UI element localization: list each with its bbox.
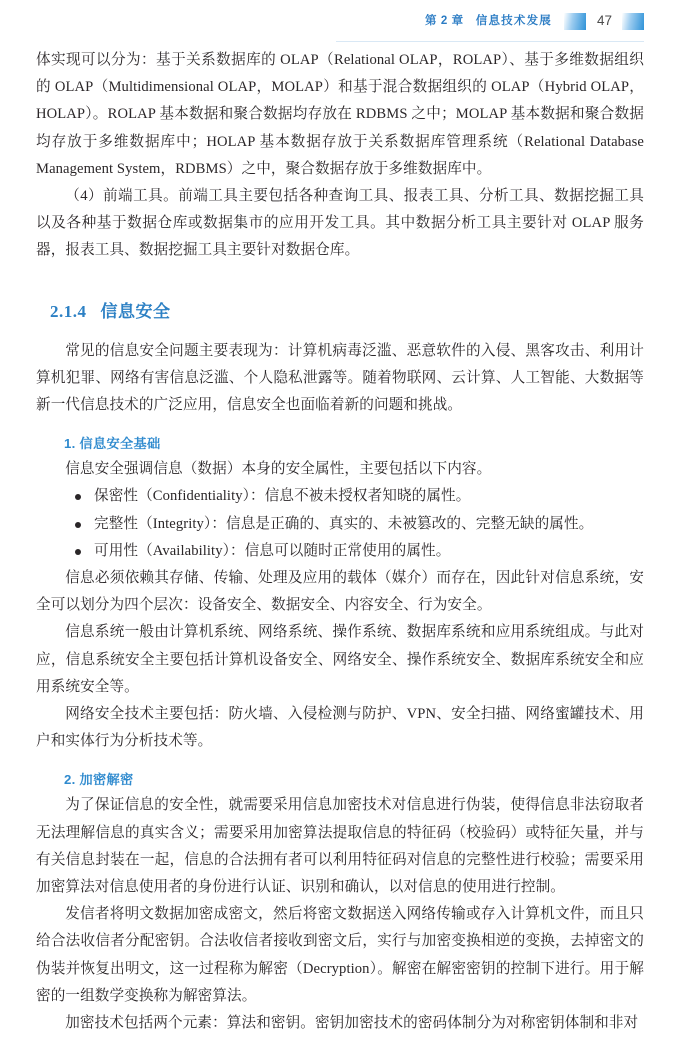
section-heading-spacer (36, 328, 644, 338)
paragraph-encryption-elements: 加密技术包括两个元素：算法和密钥。密钥加密技术的密码体制分为对称密钥体制和非对 (65, 1015, 639, 1032)
list-item (94, 483, 644, 510)
header-divider (336, 41, 644, 42)
paragraph-security-layers: 信息必须依赖其存储、传输、处理及应用的载体（媒介）而存在，因此针对信息系统，安全可以划分为四个层次：设备安全、数据安全、内容安全、行为安全。 (36, 570, 644, 614)
paragraph-front-end-tools: （4）前端工具。前端工具主要包括各种查询工具、报表工具、分析工具、数据挖掘工具以及各种基于数据仓库或数据集市的应用开发工具。其中数据分析工具主要针对 OLAP 服务器，报表工具、数据挖掘工具主要针对数据仓库。 (36, 188, 644, 259)
header-decorative-block-right (622, 13, 644, 30)
header-chapter-label: 第 2 章 (424, 15, 464, 27)
paragraph-decryption-process: 发信者将明文数据加密成密文，然后将密文数据送入网络传输或存入计算机文件，而且只给合法收信者分配密钥。合法收信者接收到密文后，实行与加密变换相逆的变换，去掉密文的伪装并恢复出明文，这一过程称为解密（Decryption）。解密在解密密钥的控制下进行。用于解密的一组数学变换称为解密算法。 (36, 906, 644, 1004)
subsection-heading-2: 2. 加密解密 (64, 772, 134, 788)
section-spacer (36, 265, 644, 277)
list-item (94, 538, 644, 565)
list-item-text: 可用性（Availability）：信息可以随时正常使用的属性。 (94, 542, 451, 559)
paragraph-security-attributes-lead: 信息安全强调信息（数据）本身的安全属性，主要包括以下内容。 (65, 461, 492, 478)
header-decorative-block-left (564, 13, 586, 30)
list-item-text: 完整性（Integrity）：信息是正确的、真实的、未被篡改的、完整无缺的属性。 (94, 515, 594, 532)
header-chapter-title: 信息技术发展 (475, 15, 552, 27)
page-body (36, 42, 644, 1037)
list-item-text: 保密性（Confidentiality）：信息不被未授权者知晓的属性。 (94, 488, 471, 505)
list-item (94, 511, 644, 538)
paragraph-information-system-security: 信息系统一般由计算机系统、网络系统、操作系统、数据库系统和应用系统组成。与此对应，信息系统安全主要包括计算机设备安全、网络安全、操作系统安全、数据库系统安全和应用系统安全等。 (36, 624, 644, 695)
page-number: 47 (596, 13, 612, 28)
bullet-dot-icon (75, 549, 81, 555)
section-title: 信息安全 (100, 301, 171, 321)
paragraph-network-security-tech: 网络安全技术主要包括：防火墙、入侵检测与防护、VPN、安全扫描、网络蜜罐技术、用户和实体行为分析技术等。 (36, 706, 644, 750)
section-number: 2.1.4 (50, 301, 87, 321)
paragraph-encryption-purpose: 为了保证信息的安全性，就需要采用信息加密技术对信息进行伪装，使得信息非法窃取者无法理解信息的真实含义；需要采用加密算法提取信息的特征码（校验码）或特征矢量，并与有关信息封装在一起，信息的合法拥有者可以利用特征码对信息的完整性进行校验；需要采用加密算法对信息使用者的身份进行认证、识别和确认，以对信息的使用进行控制。 (36, 797, 644, 896)
security-attributes-list (36, 483, 644, 565)
subsection-heading-1: 1. 信息安全基础 (64, 436, 161, 452)
paragraph-olap-implementation: 体实现可以分为：基于关系数据库的 OLAP（Relational OLAP，ROLAP）、基于多维数据组织的 OLAP（Multidimensional OLAP，MOLAP）和基于混合数据组织的 OLAP（Hybrid OLAP，HOLAP）。ROLAP 基本数据和聚合数据均存放在 RDBMS 之中；MOLAP 基本数据和聚合数据均存放于多维数据库中；HOLAP 基本数据存放于关系数据库管理系统（Relational Database Management System，RDBMS）之中，聚合数据存放于多维数据库中。 (36, 52, 644, 177)
bullet-dot-icon (75, 494, 81, 500)
paragraph-security-intro: 常见的信息安全问题主要表现为：计算机病毒泛滥、恶意软件的入侵、黑客攻击、利用计算机犯罪、网络有害信息泛滥、个人隐私泄露等。随着物联网、云计算、人工智能、大数据等新一代信息技术的广泛应用，信息安全也面临着新的问题和挑战。 (36, 342, 644, 414)
section-heading-2-1-4 (50, 297, 644, 322)
page-header (36, 0, 644, 42)
bullet-dot-icon (75, 522, 81, 528)
